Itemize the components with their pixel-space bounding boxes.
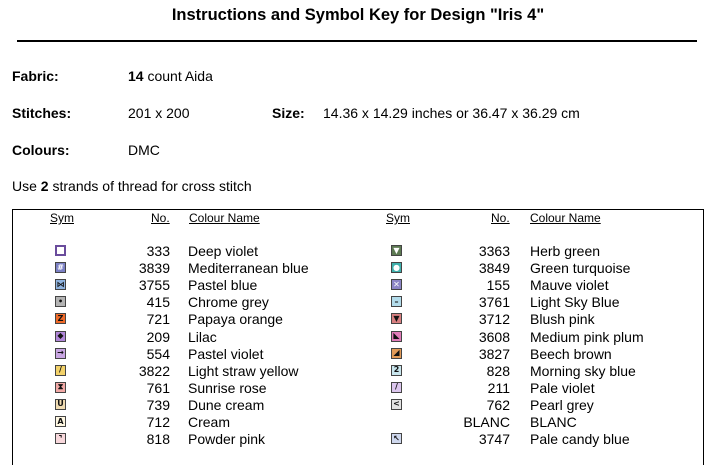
colour-name: Morning sky blue [530,362,636,379]
table-row [0,431,716,448]
circle-icon: ● [391,262,402,273]
letter-u-icon: U [55,399,66,410]
header-sym-left: Sym [50,211,74,225]
colour-number: 712 [146,414,170,430]
table-row [0,329,716,346]
colour-number: BLANC [463,414,510,430]
colour-number: 762 [486,396,510,413]
stitches-value: 201 x 200 [128,105,190,121]
colour-name: Beech brown [530,345,612,362]
colour-number: 333 [146,243,170,259]
diamond-icon: ◆ [55,331,66,342]
colour-number: 828 [486,362,510,379]
table-row [0,363,716,380]
arrow-up-left-icon: ↖ [391,433,402,444]
colour-name: Papaya orange [188,311,283,328]
table-row [0,260,716,277]
colour-name: Pale candy blue [530,431,630,448]
hourglass-icon: ⧗ [55,382,66,393]
header-sym-right: Sym [386,211,410,225]
letter-z-icon: Z [55,313,66,324]
colour-number: 3363 [478,243,510,259]
cross-icon: ✕ [391,279,402,290]
colour-name: Powder pink [188,431,266,448]
colours-label: Colours: [12,142,70,158]
stitches-label: Stitches: [12,105,72,121]
colour-number: 761 [146,379,170,396]
colour-number: 3849 [478,260,510,277]
colour-number: 211 [487,379,510,396]
colour-number: 554 [146,345,170,362]
letter-a-icon: A [55,416,66,427]
colour-name: Pale violet [530,379,595,396]
table-row [0,380,716,397]
colour-number: 3827 [478,345,510,362]
corner-icon: ⌝ [55,433,66,444]
colour-name: Lilac [188,328,217,345]
colour-name: Mauve violet [530,277,609,294]
fabric-count: 14 [128,68,144,84]
colour-name: Light Sky Blue [530,294,620,311]
header-no-right: No. [491,211,510,225]
table-row [0,277,716,294]
triangle-down-icon: ▼ [391,245,402,256]
colour-number: 3755 [138,277,170,294]
table-row [0,243,716,260]
colour-name: Light straw yellow [188,362,299,379]
table-row [0,397,716,414]
colour-name: Deep violet [188,243,259,259]
table-row [0,414,716,431]
fabric-type: count Aida [147,68,213,84]
colour-name: Cream [188,414,231,430]
colour-name: Mediterranean blue [188,260,309,277]
fabric-label: Fabric: [12,68,59,84]
hash-icon: # [55,262,66,273]
table-row [0,346,716,363]
colour-name: Green turquoise [530,260,631,277]
colour-number: 415 [146,294,170,311]
colour-name: Pastel blue [188,277,258,294]
strands-count: 2 [40,178,49,194]
colour-name: Herb green [530,243,601,259]
table-row [0,311,716,328]
colour-number: 818 [146,431,170,448]
header-name-left: Colour Name [189,211,260,225]
colour-number: 3839 [138,260,170,277]
colour-number: 155 [486,277,510,294]
dot-icon: • [55,296,66,307]
slashes-icon: / [55,365,66,376]
table-row [0,294,716,311]
colour-name: Pearl grey [530,396,594,413]
colour-number: 3608 [478,328,510,345]
digit-2-icon: 2 [391,365,402,376]
corner-triangle-icon: ◣ [391,331,402,342]
colour-name: Sunrise rose [188,379,267,396]
colour-name: Dune cream [188,396,265,413]
header-name-right: Colour Name [530,211,601,225]
title-underline [17,40,697,42]
colour-name: BLANC [530,414,577,430]
colour-number: 3822 [138,362,170,379]
colour-name: Blush pink [530,311,595,328]
triangle-down-icon: ▼ [391,313,402,324]
colour-name: Pastel violet [188,345,264,362]
colour-name: Medium pink plum [530,328,644,345]
fabric-value [128,68,213,84]
colour-number: 3747 [478,431,510,448]
corner-triangle-icon: ◢ [391,348,402,359]
colours-value: DMC [128,142,160,158]
arrow-right-icon: → [55,348,66,359]
slash-icon: / [391,382,402,393]
colour-number: 721 [146,311,170,328]
size-label: Size: [272,105,305,121]
strands-instruction: Use 2 strands of thread for cross stitch [12,178,252,194]
colour-name: Chrome grey [188,294,269,311]
document-title: Instructions and Symbol Key for Design "Iris 4" [171,6,545,24]
header-no-left: No. [151,211,170,225]
colour-number: 3761 [478,294,510,311]
colour-number: 209 [146,328,170,345]
dash-icon: – [391,296,402,307]
less-than-icon: < [391,399,402,410]
colour-number: 739 [146,396,170,413]
bowtie-icon: ⋈ [56,279,65,289]
size-value: 14.36 x 14.29 inches or 36.47 x 36.29 cm [323,105,580,121]
colour-number: 3712 [478,311,510,328]
